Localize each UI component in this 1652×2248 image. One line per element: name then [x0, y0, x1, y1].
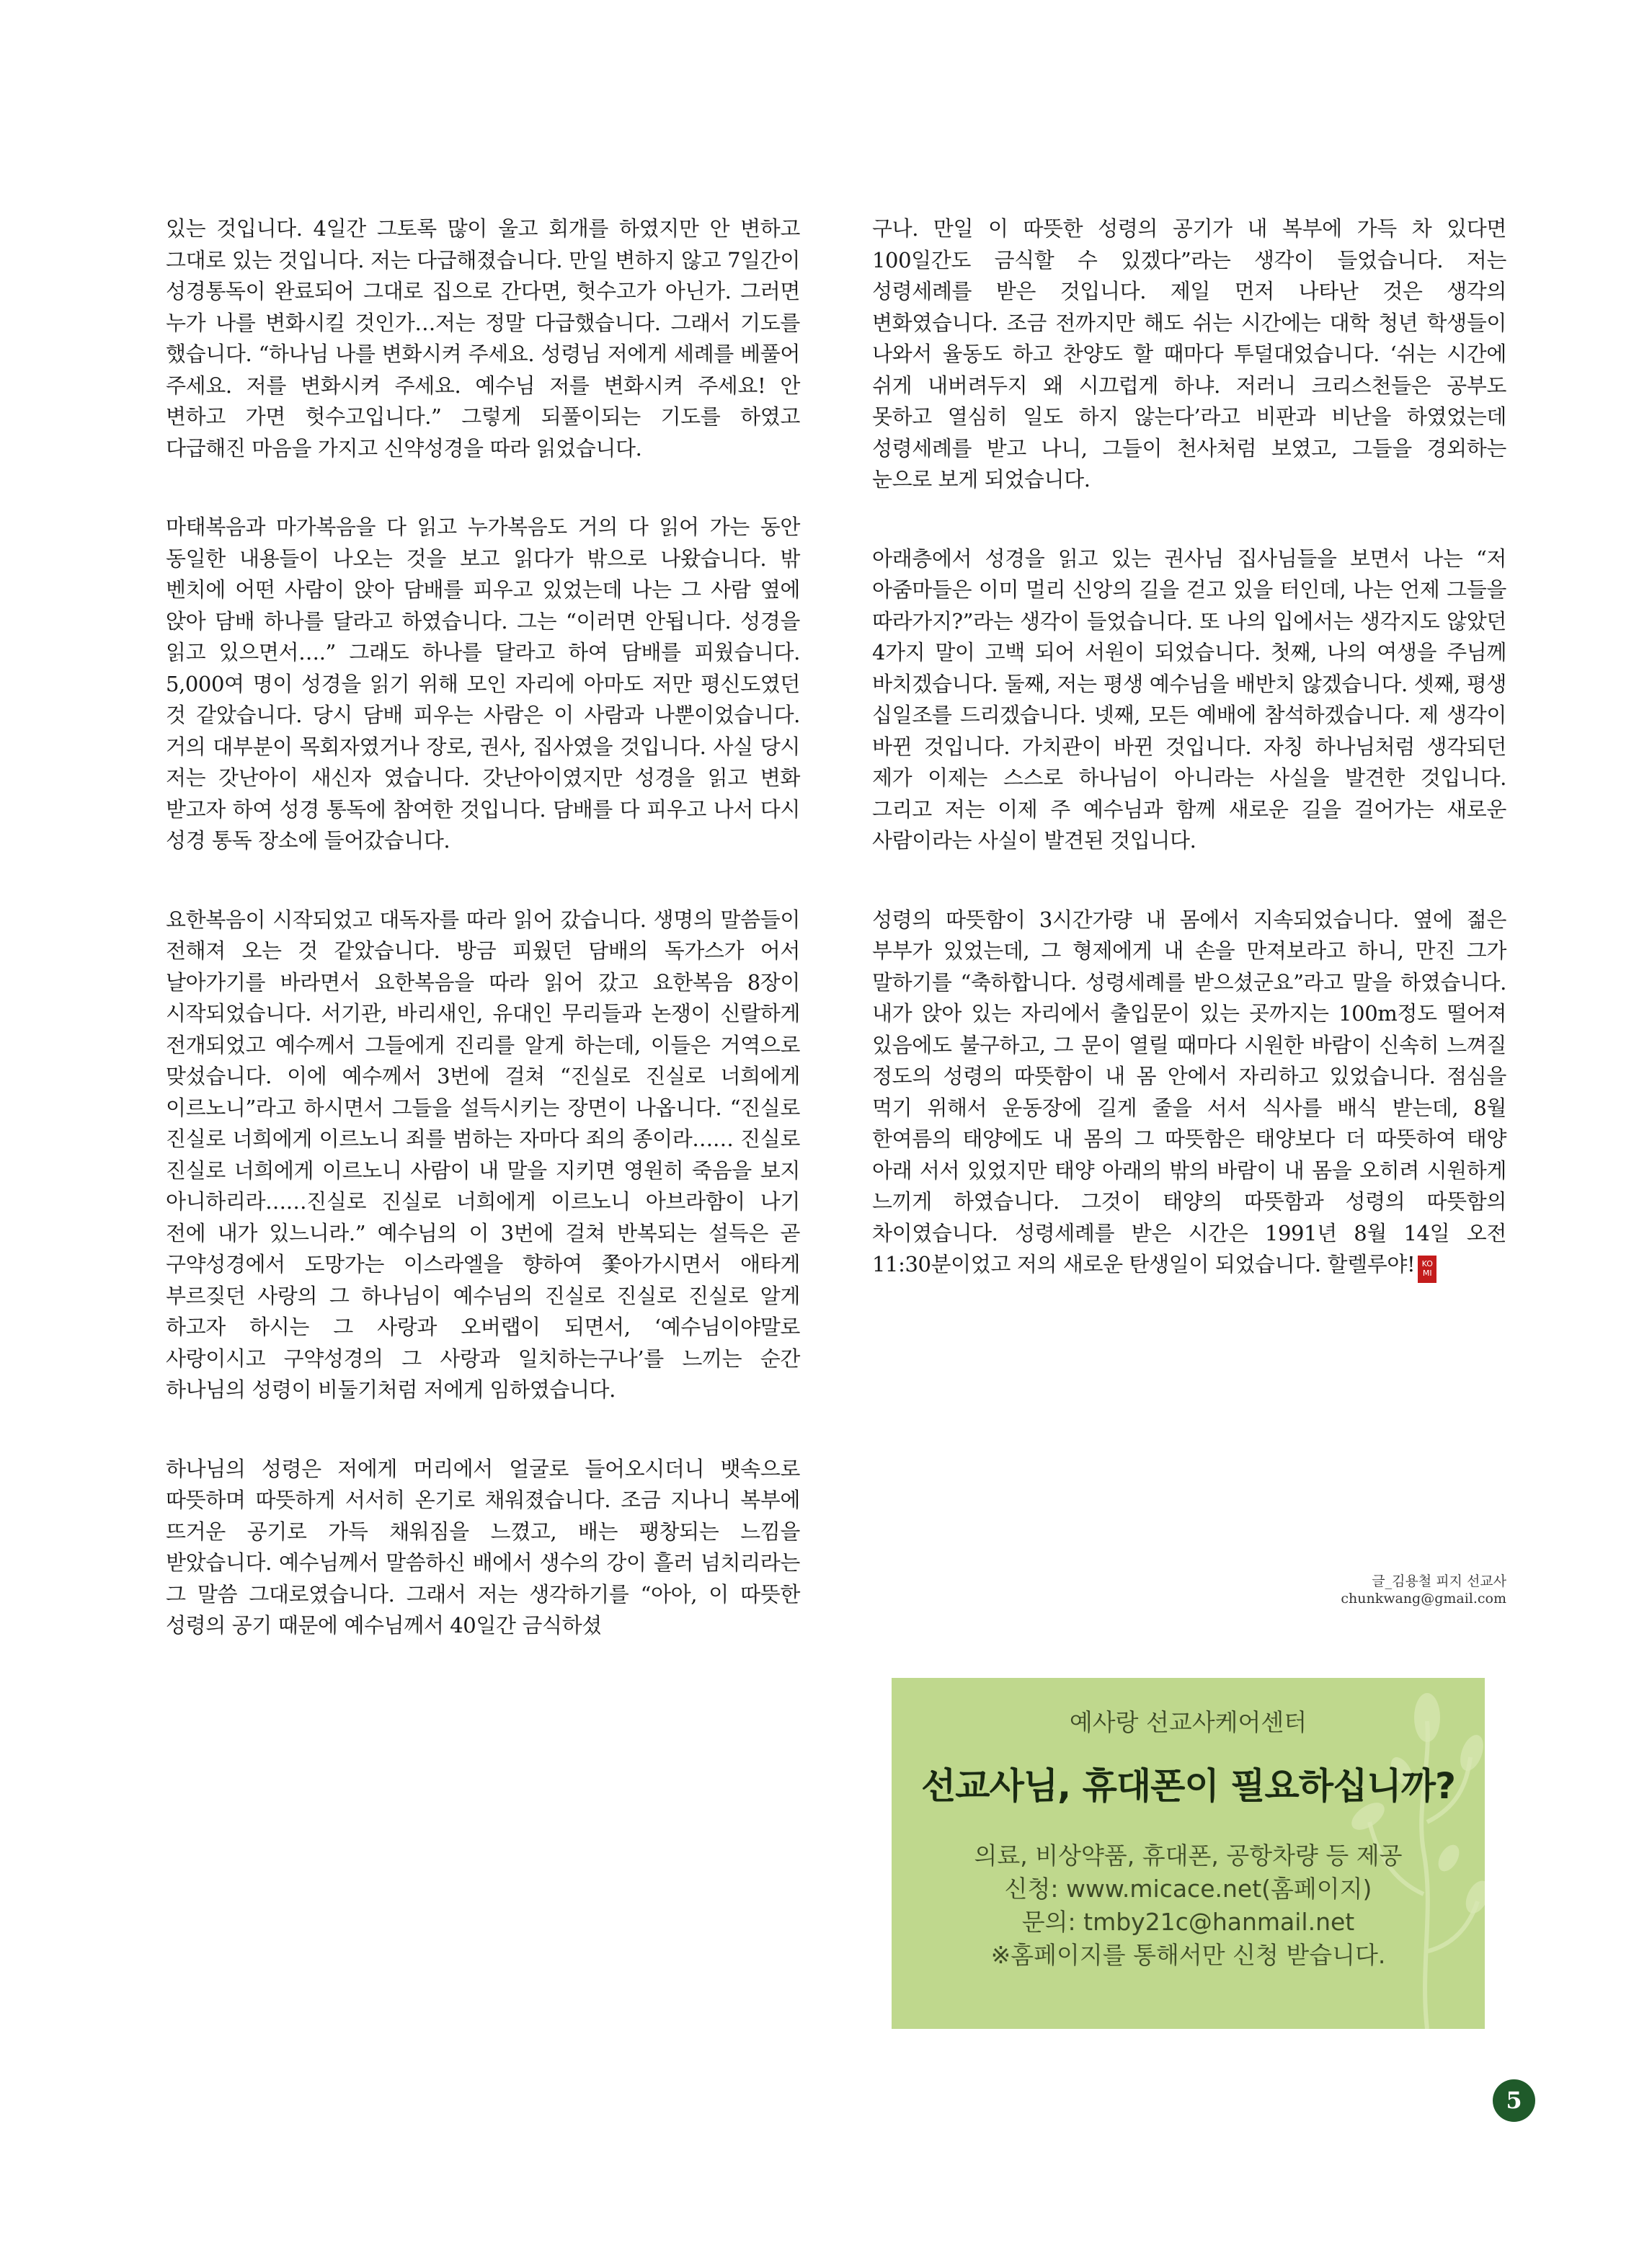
article-paragraph: 요한복음이 시작되었고 대독자를 따라 읽어 갔습니다. 생명의 말씀들이 전해져 오는 것 같았습니다. 방금 피웠던 담배의 독가스가 어서 날아가기를 바라면서 요한복음을 따라 읽어 갔고 요한복음 8장이 시작되었습니다. 서기관, 바리새인, 유대인 무리들과 논쟁이 신랄하게 전개되었고 예수께서 그들에게 진리를 알게 하는데, 이들은 거역으로 맞섰습니다. 이에 예수께서 3번에 걸쳐 “진실로 진실로 너희에게 이르노니”라고 하시면서 그들을 설득시키는 장면이 나옵니다. “진실로 진실로 너희에게 이르노니 죄를 범하는 자마다 죄의 종이라…… 진실로 진실로 너희에게 이르노니 사람이 내 말을 지키면 영원히 죽음을 보지 아니하리라……진실로 진실로 너희에게 이르노니 아브라함이 나기 전에 내가 있느니라.” 예수님의 이 3번에 걸쳐 반복되는 설득은 곧 구약성경에서 도망가는 이스라엘을 향하여 쫓아가시면서 애타게 부르짖던 사랑의 그 하나님이 예수님의 진실로 진실로 진실로 알게 하고자 하시는 그 사랑과 오버랩이 되면서, ‘예수님이야말로 사랑이시고 구약성경의 그 사랑과 일치하는구나’를 느끼는 순간 하나님의 성령이 비둘기처럼 저에게 임하였습니다.	[166, 907, 800, 1402]
article-column-left	[166, 213, 800, 1689]
advertisement-box	[892, 1678, 1485, 2029]
article-paragraph: 구나. 만일 이 따뜻한 성령의 공기가 내 복부에 가득 차 있다면 100일간도 금식할 수 있겠다”라는 생각이 들었습니다. 저는 성령세례를 받은 것입니다. 제일 먼저 나타난 것은 생각의 변화였습니다. 조금 전까지만 해도 쉬는 시간에는 대학 청년 학생들이 나와서 율동도 하고 찬양도 할 때마다 투덜대었습니다. ‘쉬는 시간에 쉬게 내버려두지 왜 시끄럽게 하냐. 저러니 크리스천들은 공부도 못하고 열심히 일도 하지 않는다’라고 비판과 비난을 하였었는데 성령세례를 받고 나니, 그들이 천사처럼 보였고, 그들을 경외하는 눈으로 보게 되었습니다.	[872, 216, 1506, 492]
article-paragraph: 마태복음과 마가복음을 다 읽고 누가복음도 거의 다 읽어 가는 동안 동일한 내용들이 나오는 것을 보고 읽다가 밖으로 나왔습니다. 밖 벤치에 어떤 사람이 앉아 담배를 피우고 있었는데 나는 그 사람 옆에 앉아 담배 하나를 달라고 하였습니다. 그는 “이러면 안됩니다. 성경을 읽고 있으면서….” 그래도 하나를 달라고 하여 담배를 피웠습니다. 5,000여 명이 성경을 읽기 위해 모인 자리에 아마도 저만 평신도였던 것 같았습니다. 당시 담배 피우는 사람은 이 사람과 나뿐이었습니다. 거의 대부분이 목회자였거나 장로, 권사, 집사였을 것입니다. 사실 당시 저는 갓난아이 새신자 였습니다. 갓난아이였지만 성경을 읽고 변화 받고자 하여 성경 통독에 참여한 것입니다. 담배를 다 피우고 나서 다시 성경 통독 장소에 들어갔습니다.	[166, 515, 800, 853]
article-paragraph: 아래층에서 성경을 읽고 있는 권사님 집사님들을 보면서 나는 “저 아줌마들은 이미 멀리 신앙의 길을 걷고 있을 터인데, 나는 언제 그들을 따라가지?”라는 생각이 들었습니다. 또 나의 입에서는 생각지도 않았던 4가지 말이 고백 되어 서원이 되었습니다. 첫째, 나의 여생을 주님께 바치겠습니다. 둘째, 저는 평생 예수님을 배반치 않겠습니다. 셋째, 평생 십일조를 드리겠습니다. 넷째, 모든 예배에 참석하겠습니다. 제 생각이 바뀐 것입니다. 가치관이 바뀐 것입니다. 자칭 하나님처럼 생각되던 제가 이제는 스스로 하나님이 아니라는 사실을 발견한 것입니다. 그리고 저는 이제 주 예수님과 함께 새로운 길을 걸어가는 새로운 사람이라는 사실이 발견된 것입니다.	[872, 546, 1506, 853]
page-number: 5	[1493, 2079, 1535, 2122]
article-paragraph: 있는 것입니다. 4일간 그토록 많이 울고 회개를 하였지만 안 변하고 그대로 있는 것입니다. 저는 다급해졌습니다. 만일 변하지 않고 7일간이 성경통독이 완료되어 그대로 집으로 간다면, 헛수고가 아닌가. 그러면 누가 나를 변화시킬 것인가…저는 정말 다급했습니다. 그래서 기도를 했습니다. “하나님 나를 변화시켜 주세요. 성령님 저에게 세례를 베풀어 주세요. 저를 변화시켜 주세요. 예수님 저를 변화시켜 주세요! 안 변하고 가면 헛수고입니다.” 그렇게 되풀이되는 기도를 하였고 다급해진 마음을 가지고 신약성경을 따라 읽었습니다.	[166, 216, 800, 461]
article-paragraph-text: 성령의 따뜻함이 3시간가량 내 몸에서 지속되었습니다. 옆에 젊은 부부가 있었는데, 그 형제에게 내 손을 만져보라고 하니, 만진 그가 말하기를 “축하합니다. 성령세례를 받으셨군요”라고 말을 하였습니다. 내가 앉아 있는 자리에서 출입문이 있는 곳까지는 100m정도 떨어져 있음에도 불구하고, 그 문이 열릴 때마다 시원한 바람이 신속히 느껴질 정도의 성령의 따뜻함이 내 몸 안에서 자리하고 있었습니다. 점심을 먹기 위해서 운동장에 길게 줄을 서서 식사를 배식 받는데, 8월 한여름의 태양에도 내 몸의 그 따뜻함은 태양보다 더 따뜻하여 태양 아래 서서 있었지만 태양 아래의 밖의 바람이 내 몸을 오히려 시원하게 느끼게 하였습니다. 그것이 태양의 따뜻함과 성령의 따뜻함의 차이였습니다. 성령세례를 받은 시간은 1991년 8월 14일 오전 11:30분이었고 저의 새로운 탄생일이 되었습니다. 할렐루야!	[872, 907, 1506, 1276]
ad-apply-link[interactable]: 신청: www.micace.net(홈페이지)	[1004, 1875, 1372, 1903]
article-paragraph: 하나님의 성령은 저에게 머리에서 얼굴로 들어오시더니 뱃속으로 따뜻하며 따뜻하게 서서히 온기로 채워졌습니다. 조금 지나니 복부에 뜨거운 공기로 가득 채워짐을 느꼈고, 배는 팽창되는 느낌을 받았습니다. 예수님께서 말씀하신 배에서 생수의 강이 흘러 넘치리라는 그 말씀 그대로였습니다. 그래서 저는 생각하기를 “아아, 이 따뜻한 성령의 공기 때문에 예수님께서 40일간 금식하셨	[166, 1456, 800, 1638]
ad-organization: 예사랑 선교사케어센터	[1069, 1708, 1307, 1736]
author-email: chunkwang@gmail.com	[1341, 1591, 1506, 1607]
ad-headline: 선교사님, 휴대폰이 필요하십니까?	[920, 1765, 1455, 1807]
author-byline	[872, 1573, 1506, 1607]
article-column-right	[872, 213, 1506, 1330]
ad-services: 의료, 비상약품, 휴대폰, 공항차량 등 제공	[974, 1842, 1403, 1870]
article-paragraph-last	[872, 905, 1506, 1284]
ad-note: ※홈페이지를 통해서만 신청 받습니다.	[990, 1941, 1386, 1969]
ad-contact-email[interactable]: 문의: tmby21c@hanmail.net	[1021, 1908, 1355, 1936]
author-name: 글_김용철 피지 선교사	[1372, 1573, 1506, 1589]
end-mark-logo: KO MI	[1418, 1256, 1436, 1283]
